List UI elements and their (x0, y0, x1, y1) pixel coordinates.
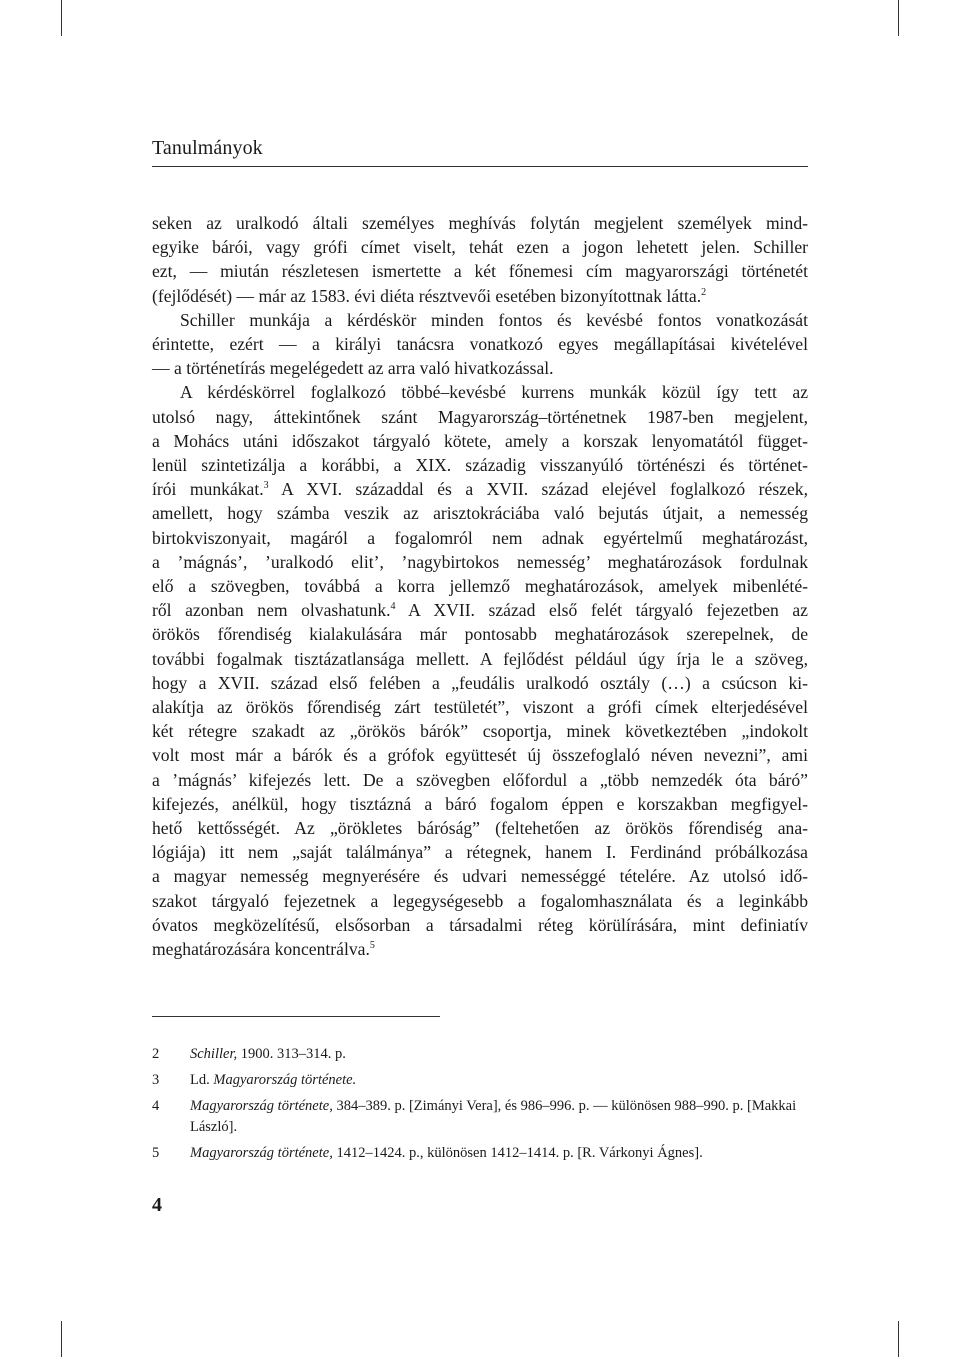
text-line: ezt, — miután részletesen ismertette a két főnemesi cím magyarországi történetét (152, 261, 808, 282)
running-head: Tanulmányok (152, 137, 263, 159)
crop-mark (898, 1321, 899, 1357)
text-line: lógiája) itt nem „saját találmánya” a rétegnek, hanem I. Ferdinánd próbálkozása (152, 842, 808, 863)
text-line: óvatos megközelítésű, elsősorban a társadalmi réteg körülírására, mint definiatív (152, 914, 808, 935)
text-line: örökös főrendiség kialakulására már pontosabb meghatározások szerepelnek, de (152, 624, 808, 645)
text-line: alakítja az örökös főrendiség zárt testületét”, viszont a grófi címek elterjedésével (152, 697, 808, 718)
footnote (152, 1096, 808, 1138)
text-line: további fogalmak tisztázatlansága mellett. A fejlődést például úgy írja le a szöveg, (152, 648, 808, 669)
text-line: (fejlődését) — már az 1583. évi diéta résztvevői esetében bizonyítottnak látta.$^2$ (152, 285, 707, 306)
footnote-number: 4 (152, 1098, 160, 1114)
body-text (152, 211, 808, 961)
footnote-ref: 2 (701, 286, 707, 298)
footnote (152, 1044, 808, 1065)
footnote-ref: 5 (369, 940, 375, 952)
footnotes (152, 1044, 808, 1169)
text-line: volt most már a bárók és a grófok együttesét új összefoglaló néven nevezni”, ami (152, 745, 808, 766)
text-line: — a történetírás megelégedett az arra való hivatkozással. (152, 358, 554, 379)
text-line: a ’mágnás’ kifejezés lett. De a szövegben előfordul a „több nemzedék óta báró” (152, 769, 808, 790)
footnote-number: 5 (152, 1145, 160, 1161)
footnote-number: 3 (152, 1072, 160, 1088)
text-line: birtokviszonyait, magáról a fogalomról nem adnak egyértelmű meghatározást, (152, 527, 808, 548)
text-line: lenül szintetizálja a korábbi, a XIX. századig visszanyúló történészi és történet- (152, 455, 808, 476)
crop-mark (61, 0, 62, 36)
crop-mark (898, 0, 899, 36)
footnote (152, 1070, 808, 1091)
page-number: 4 (152, 1194, 162, 1216)
text-line: hogy a XVII. század első felében a „feudális uralkodó osztály (…) a csúcson ki- (152, 672, 808, 693)
paragraph-1 (152, 211, 808, 308)
paragraph-2 (152, 308, 808, 381)
text-line: hető kettősségét. Az „örökletes báróság” (feltehetően az örökös főrendiség ana- (152, 818, 808, 839)
text-line: a Mohács utáni időszakot tárgyaló kötete, amely a korszak lenyomatától függet- (152, 430, 808, 451)
footnote (152, 1143, 808, 1164)
footnote-number: 2 (152, 1046, 160, 1062)
text-line: szakot tárgyaló fejezetnek a legegységesebb a fogalomhasználata és a leginkább (152, 890, 808, 911)
text-line: írói munkákat.$^3$ A XVI. századdal és a XVII. század elejével foglalkozó részek, (152, 479, 808, 500)
crop-mark (61, 1321, 62, 1357)
text-line: seken az uralkodó általi személyes meghívás folytán megjelent személyek mind- (152, 213, 808, 233)
footnote-text: Schiller, 1900. 313–314. p. (190, 1046, 346, 1062)
text-line: A kérdéskörrel foglalkozó többé–kevésbé kurrens munkák közül így tett az (180, 382, 808, 403)
footnote-ref: 4 (390, 601, 396, 613)
text-line: amellett, hogy számba veszik az arisztokráciába való bejutás útjait, a nemesség (152, 503, 808, 524)
text-line: ről azonban nem olvashatunk.$^4$ A XVII. század első felét tárgyaló fejezetben az (152, 600, 808, 621)
footnote-text: Ld. Magyarország története. (190, 1072, 357, 1088)
header-rule (152, 166, 808, 167)
footnote-ref: 3 (263, 480, 269, 492)
text-line: Schiller munkája a kérdéskör minden fontos és kevésbé fontos vonatkozását (180, 309, 808, 330)
text-line: érintette, ezért — a királyi tanácsra vonatkozó egyes megállapításai kivételével (152, 334, 808, 355)
text-line: kifejezés, anélkül, hogy tisztázná a báró fogalom éppen e korszakban megfigyel- (152, 793, 808, 814)
footnote-rule (152, 1016, 440, 1017)
text-line: utolsó nagy, áttekintőnek szánt Magyarország–történetnek 1987-ben megjelent, (152, 406, 808, 427)
text-line: a magyar nemesség megnyerésére és udvari nemességgé tételére. Az utolsó idő- (152, 866, 808, 887)
text-line: a ’mágnás’, ’uralkodó elit’, ’nagybirtokos nemesség’ meghatározások fordulnak (152, 551, 808, 572)
paragraph-3 (152, 380, 808, 961)
text-line: egyike bárói, vagy grófi címet viselt, tehát ezen a jogon lehetett jelen. Schiller (152, 237, 808, 258)
text-line: két rétegre szakadt az „örökös bárók” csoportja, minek következtében „indokolt (152, 721, 808, 742)
footnote-text: Magyarország története, 384–389. p. [Zimányi Vera], és 986–996. p. — különösen 988–990. p. [Makkai László]. (190, 1098, 797, 1135)
text-line: meghatározására koncentrálva.$^5$ (152, 939, 375, 960)
text-line: elő a szövegben, továbbá a korra jellemző meghatározások, amelyek mibenlété- (152, 576, 808, 597)
footnote-text: Magyarország története, 1412–1424. p., különösen 1412–1414. p. [R. Várkonyi Ágnes]. (190, 1145, 703, 1161)
